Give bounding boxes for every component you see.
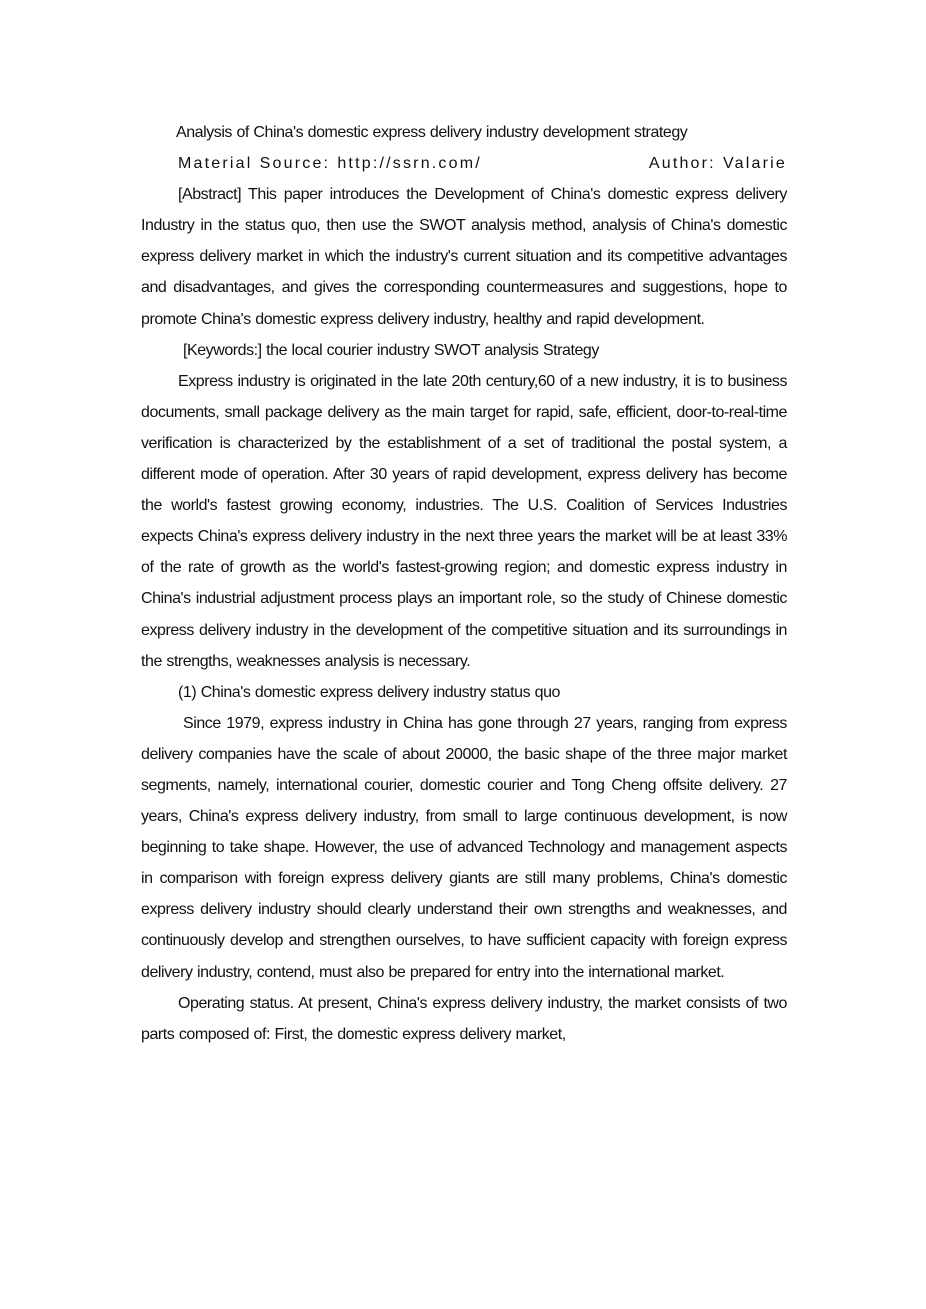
document-body [141,117,787,1050]
source-author-line [141,148,787,179]
abstract-paragraph: [Abstract] This paper introduces the Development of China's domestic express delivery Industry in the status quo, then use the SWOT analysis method, analysis of China's domestic express delivery market in which the industry's current situation and its competitive advantages and disadvantages, and gives the corresponding countermeasures and suggestions, hope to promote China's domestic express delivery industry, healthy and rapid development. [141,186,787,328]
material-source: Material Source: http://ssrn.com/ [178,155,482,173]
body-paragraph-2: Since 1979, express industry in China has gone through 27 years, ranging from express delivery companies have the scale of about 20000, the basic shape of the three major market segments, namely, international courier, domestic courier and Tong Cheng offsite delivery. 27 years, China's express delivery industry, from small to large continuous development, is now beginning to take shape. However, the use of advanced Technology and management aspects in comparison with foreign express delivery giants are still many problems, China's domestic express delivery industry should clearly understand their own strengths and weaknesses, and continuously develop and strengthen ourselves, to have sufficient capacity with foreign express delivery industry, contend, must also be prepared for entry into the international market. [141,714,787,981]
document-title: Analysis of China's domestic express delivery industry development strategy [176,124,688,141]
section-heading-1: (1) China's domestic express delivery industry status quo [178,683,560,701]
body-paragraph-3: Operating status. At present, China's express delivery industry, the market consists of two parts composed of: First, the domestic express delivery market, [141,994,787,1043]
keywords-line: [Keywords:] the local courier industry SWOT analysis Strategy [183,341,599,359]
body-paragraph-1: Express industry is originated in the late 20th century,60 of a new industry, it is to business documents, small package delivery as the main target for rapid, safe, efficient, door-to-real-time verification is characterized by the establishment of a set of traditional the postal system, a different mode of operation. After 30 years of rapid development, express delivery has become the world's fastest growing economy, industries. The U.S. Coalition of Services Industries expects China's express delivery industry in the next three years the market will be at least 33% of the rate of growth as the world's fastest-growing region; and domestic express industry in China's industrial adjustment process plays an important role, so the study of Chinese domestic express delivery industry in the development of the competitive situation and its surroundings in the strengths, weaknesses analysis is necessary. [141,372,787,670]
author: Author: Valarie [648,155,787,173]
